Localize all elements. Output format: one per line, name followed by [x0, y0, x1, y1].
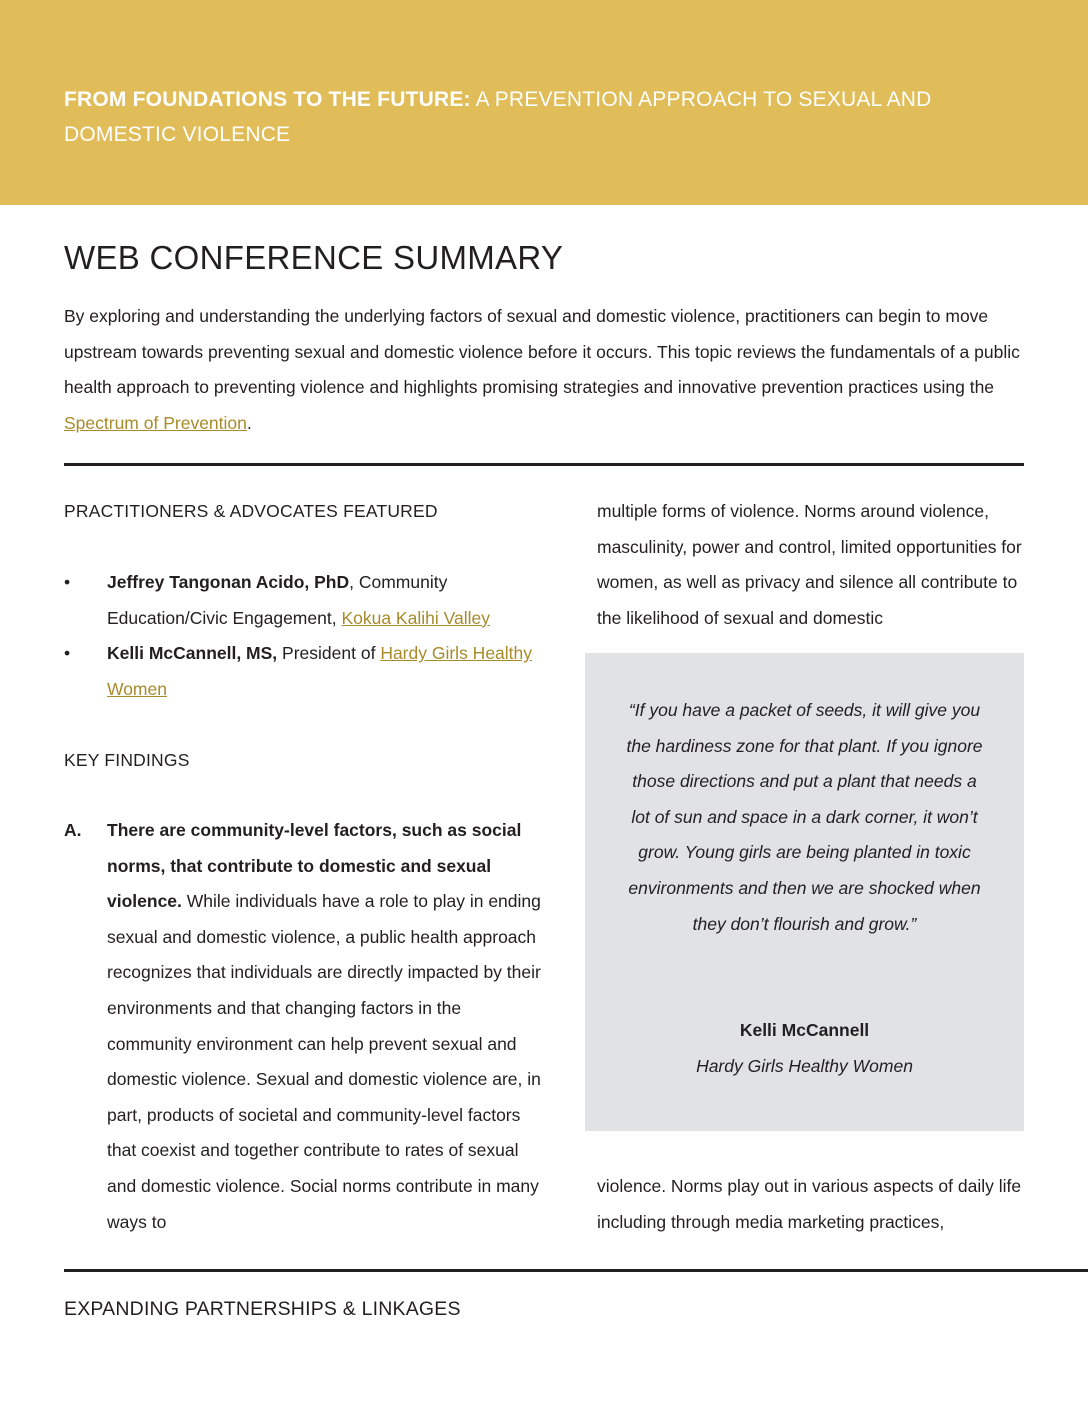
expanding-partnerships-heading: EXPANDING PARTNERSHIPS & LINKAGES: [64, 1298, 461, 1320]
banner-title-rest: A PREVENTION APPROACH TO SEXUAL AND DOMESTIC VIOLENCE: [64, 88, 932, 146]
intro-text: By exploring and understanding the underlying factors of sexual and domestic violence, practitioners can begin to move upstream towards preventing sexual and domestic violence before it occurs. This topic reviews the fundamentals of a public health approach to preventing violence and highlights promising strategies and innovative prevention practices using the: [64, 306, 1020, 398]
practitioners-list: [64, 565, 544, 707]
finding-body: [64, 813, 544, 1240]
bullet-icon: •: [64, 643, 71, 664]
header-banner: [0, 0, 1088, 205]
intro-end: .: [246, 412, 252, 433]
practitioners-heading: PRACTITIONERS & ADVOCATES FEATURED: [64, 501, 438, 521]
banner-title: [64, 82, 1024, 152]
finding-letter: A.: [64, 820, 82, 840]
spectrum-of-prevention-link[interactable]: Spectrum of Prevention: [64, 412, 247, 433]
bullet-icon: •: [64, 572, 71, 592]
practitioner-role: , Community Education/Civic Engagement,: [107, 572, 448, 628]
list-item: [64, 565, 544, 636]
section-divider: [64, 463, 1024, 466]
footer-divider: [64, 1269, 1088, 1272]
key-finding-a: [64, 813, 544, 1240]
practitioner-role: President of: [277, 643, 381, 664]
key-findings-heading: KEY FINDINGS: [64, 750, 190, 770]
intro-paragraph: [64, 299, 1024, 441]
banner-title-bold: FROM FOUNDATIONS TO THE FUTURE:: [64, 88, 471, 111]
practitioner-name: Kelli McCannell, MS,: [107, 643, 278, 664]
pull-quote-text: “If you have a packet of seeds, it will give you the hardiness zone for that plant. If you ignore those directions and put a plant that needs a lot of sun and space in a dark corner, it won’t grow. Young girls are being planted in toxic environments and then we are shocked when they don’t flourish and grow.”: [626, 700, 983, 934]
pull-quote-organization: Hardy Girls Healthy Women: [696, 1056, 913, 1076]
practitioner-name: Jeffrey Tangonan Acido, PhD: [107, 572, 350, 592]
page-title: WEB CONFERENCE SUMMARY: [64, 239, 564, 276]
practitioner-org-link[interactable]: Kokua Kalihi Valley: [341, 607, 490, 628]
pull-quote-author: Kelli McCannell: [739, 1020, 870, 1040]
right-column-text-top: multiple forms of violence. Norms around violence, masculinity, power and control, limited opportunities for women, as well as privacy and silence all contribute to the likelihood of sexual and domestic: [597, 501, 1022, 628]
list-item: [64, 636, 544, 707]
pull-quote-box: [585, 653, 1024, 1131]
practitioner-org-link[interactable]: Hardy Girls Healthy Women: [107, 643, 533, 699]
finding-bold-lead: There are community-level factors, such as social norms, that contribute to domestic and sexual violence.: [107, 820, 522, 912]
right-column-text-bottom: violence. Norms play out in various aspects of daily life including through media marketing practices,: [597, 1176, 1022, 1232]
finding-text: While individuals have a role to play in ending sexual and domestic violence, a public health approach recognizes that individuals are directly impacted by their environments and that changing factors in the community environment can help prevent sexual and domestic violence. Sexual and domestic violence are, in part, products of societal and community-level factors that coexist and together contribute to rates of sexual and domestic violence. Social norms contribute in many ways to: [107, 891, 541, 1232]
